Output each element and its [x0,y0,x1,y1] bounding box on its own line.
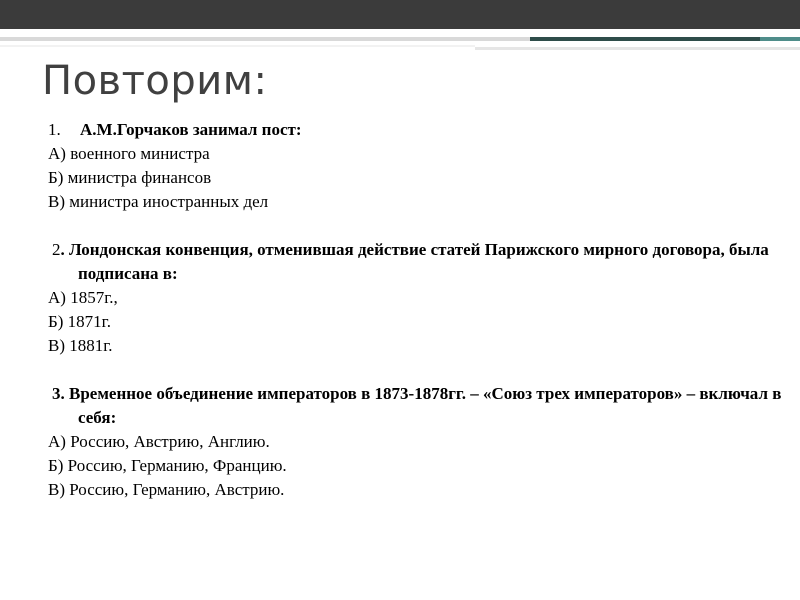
quiz-content [0,118,800,502]
decorative-stripe-dark [530,37,760,41]
question-2-answer-c: В) 1881г. [48,336,113,355]
question-1-answer-b: Б) министра финансов [48,168,212,187]
question-3 [52,382,800,430]
question-2-text: . Лондонская конвенция, отменившая действие статей Парижского мирного договора, была подписана в: [60,240,769,283]
question-3-answer-a: А) Россию, Австрию, Англию. [48,432,270,451]
slide-title: Повторим: [42,58,268,104]
question-3-text: 3. Временное объединение императоров в 1873-1878гг. – «Союз трех императоров» – включал в себя: [52,384,782,427]
question-1-answer-c: В) министра иностранных дел [48,192,269,211]
question-3-answer-c: В) Россию, Германию, Австрию. [48,480,285,499]
question-1-number: 1. [48,120,61,139]
question-2 [52,238,800,286]
question-1-answer-a: А) военного министра [48,144,210,163]
decorative-stripe [0,37,530,41]
question-2-number: 2 [52,240,61,259]
question-2-answer-b: Б) 1871г. [48,312,111,331]
spacer [0,214,800,238]
decorative-stripe-faint [0,45,475,47]
spacer [0,358,800,382]
question-1-text: А.М.Горчаков занимал пост: [80,120,302,139]
header-bar [0,0,800,29]
decorative-stripe-light [475,47,800,50]
question-3-answer-b: Б) Россию, Германию, Францию. [48,456,287,475]
decorative-stripe-teal [760,37,800,41]
question-1 [48,118,800,142]
question-2-answer-a: А) 1857г., [48,288,118,307]
